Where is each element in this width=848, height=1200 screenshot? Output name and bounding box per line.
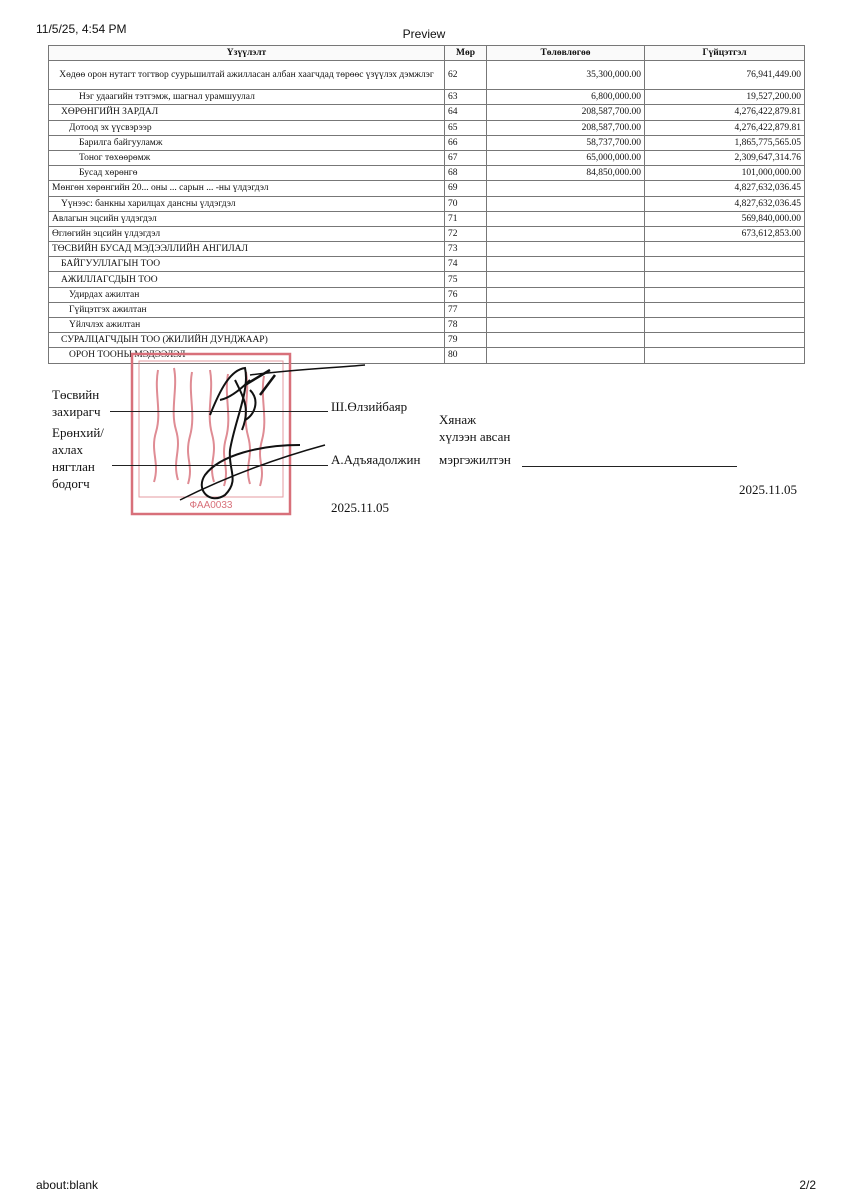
row-label: Өглөгийн эцсийн үлдэгдэл <box>49 226 445 241</box>
row-actual: 2,309,647,314.76 <box>645 150 805 165</box>
row-number: 76 <box>445 287 487 302</box>
stamp-code: ФАА0033 <box>189 500 233 511</box>
row-label: Дотоод эх үүсвэрээр <box>49 120 445 135</box>
row-number: 75 <box>445 272 487 287</box>
accountant-label-line2: ахлах <box>52 442 84 457</box>
row-number: 69 <box>445 181 487 196</box>
table-row <box>49 272 805 287</box>
row-actual: 4,827,632,036.45 <box>645 181 805 196</box>
reviewer-label-line3: мэргэжилтэн <box>439 452 511 467</box>
table-row <box>49 242 805 257</box>
row-number: 73 <box>445 242 487 257</box>
table-row <box>49 333 805 348</box>
accountant-signature-line <box>112 465 328 466</box>
print-footer-page: 2/2 <box>799 1178 816 1192</box>
row-plan: 84,850,000.00 <box>487 166 645 181</box>
row-plan <box>487 257 645 272</box>
table-row <box>49 150 805 165</box>
signing-date-left: 2025.11.05 <box>331 500 390 515</box>
row-number: 63 <box>445 90 487 105</box>
row-label: Мөнгөн хөрөнгийн 20... оны ... сарын ... -ны үлдэгдэл <box>49 181 445 196</box>
reviewer-label-line1: Хянаж <box>439 412 477 427</box>
table-row <box>49 105 805 120</box>
row-label: Гүйцэтгэх ажилтан <box>49 302 445 317</box>
row-label: БАЙГУУЛЛАГЫН ТОО <box>49 257 445 272</box>
table-row <box>49 196 805 211</box>
row-number: 64 <box>445 105 487 120</box>
row-actual <box>645 333 805 348</box>
row-label: Бусад хөрөнгө <box>49 166 445 181</box>
table-row <box>49 318 805 333</box>
row-plan <box>487 181 645 196</box>
row-actual <box>645 242 805 257</box>
row-number: 68 <box>445 166 487 181</box>
row-plan: 208,587,700.00 <box>487 120 645 135</box>
row-actual: 4,276,422,879.81 <box>645 105 805 120</box>
table-row <box>49 257 805 272</box>
row-label: Хөдөө орон нутагт тогтвор суурьшилтай ажилласан албан хаагчдад төрөөс үзүүлэх дэмжлэг <box>49 61 445 90</box>
row-number: 65 <box>445 120 487 135</box>
table-row <box>49 135 805 150</box>
column-header-plan: Төлөвлөгөө <box>487 46 645 61</box>
row-actual: 673,612,853.00 <box>645 226 805 241</box>
column-header-indicator: Үзүүлэлт <box>49 46 445 61</box>
accountant-name: А.Адъяадолжин <box>331 452 421 467</box>
accountant-label-line4: бодогч <box>52 476 90 491</box>
print-datetime: 11/5/25, 4:54 PM <box>36 22 127 36</box>
row-actual <box>645 318 805 333</box>
row-plan: 208,587,700.00 <box>487 105 645 120</box>
column-header-actual: Гүйцэтгэл <box>645 46 805 61</box>
row-label: АЖИЛЛАГСДЫН ТОО <box>49 272 445 287</box>
row-label: Удирдах ажилтан <box>49 287 445 302</box>
row-number: 70 <box>445 196 487 211</box>
row-label: Нэг удаагийн тэтгэмж, шагнал урамшуулал <box>49 90 445 105</box>
row-plan <box>487 287 645 302</box>
accountant-label-line3: нягтлан <box>52 459 95 474</box>
row-number: 74 <box>445 257 487 272</box>
row-actual <box>645 287 805 302</box>
row-label: ТӨСВИЙН БУСАД МЭДЭЭЛЛИЙН АНГИЛАЛ <box>49 242 445 257</box>
table-row <box>49 287 805 302</box>
row-plan <box>487 302 645 317</box>
table-row <box>49 181 805 196</box>
row-plan <box>487 272 645 287</box>
row-plan <box>487 196 645 211</box>
print-title: Preview <box>402 27 446 41</box>
row-actual: 4,827,632,036.45 <box>645 196 805 211</box>
row-label: Үйлчлэх ажилтан <box>49 318 445 333</box>
row-number: 62 <box>445 61 487 90</box>
row-label: Авлагын эцсийн үлдэгдэл <box>49 211 445 226</box>
table-row <box>49 226 805 241</box>
row-plan <box>487 242 645 257</box>
row-number: 67 <box>445 150 487 165</box>
row-plan: 35,300,000.00 <box>487 61 645 90</box>
table-row <box>49 211 805 226</box>
report-table <box>48 45 805 364</box>
reviewer-signature-line <box>522 466 737 467</box>
row-label: ОРОН ТООНЫ МЭДЭЭЛЭЛ <box>49 348 445 363</box>
row-actual: 1,865,775,565.05 <box>645 135 805 150</box>
table-row <box>49 61 805 90</box>
table-row <box>49 120 805 135</box>
row-plan <box>487 333 645 348</box>
row-actual: 569,840,000.00 <box>645 211 805 226</box>
row-plan <box>487 211 645 226</box>
row-plan <box>487 318 645 333</box>
row-plan <box>487 348 645 363</box>
handwritten-signatures <box>150 360 380 510</box>
director-label-line2: захирагч <box>52 404 101 419</box>
row-label: Тоног төхөөрөмж <box>49 150 445 165</box>
row-actual: 19,527,200.00 <box>645 90 805 105</box>
row-plan <box>487 226 645 241</box>
row-actual <box>645 272 805 287</box>
row-actual <box>645 348 805 363</box>
row-label: Үүнээс: банкны харилцах дансны үлдэгдэл <box>49 196 445 211</box>
row-actual: 101,000,000.00 <box>645 166 805 181</box>
row-actual <box>645 302 805 317</box>
director-signature-line <box>110 411 328 412</box>
table-row <box>49 166 805 181</box>
row-number: 66 <box>445 135 487 150</box>
column-header-row-number: Мөр <box>445 46 487 61</box>
row-label: СУРАЛЦАГЧДЫН ТОО (ЖИЛИЙН ДУНДЖААР) <box>49 333 445 348</box>
row-plan: 65,000,000.00 <box>487 150 645 165</box>
row-label: Барилга байгууламж <box>49 135 445 150</box>
table-row <box>49 90 805 105</box>
accountant-label-line1: Ерөнхий/ <box>52 425 104 440</box>
row-number: 71 <box>445 211 487 226</box>
table-header-row <box>49 46 805 61</box>
row-plan: 6,800,000.00 <box>487 90 645 105</box>
row-number: 77 <box>445 302 487 317</box>
director-label-line1: Төсвийн <box>52 387 100 402</box>
row-number: 72 <box>445 226 487 241</box>
row-number: 78 <box>445 318 487 333</box>
table-row <box>49 302 805 317</box>
row-actual: 76,941,449.00 <box>645 61 805 90</box>
row-actual <box>645 257 805 272</box>
row-actual: 4,276,422,879.81 <box>645 120 805 135</box>
row-number: 79 <box>445 333 487 348</box>
row-plan: 58,737,700.00 <box>487 135 645 150</box>
signing-date-right: 2025.11.05 <box>739 482 798 497</box>
reviewer-label-line2: хүлээн авсан <box>439 429 511 444</box>
print-footer-url: about:blank <box>36 1178 99 1192</box>
director-name: Ш.Өлзийбаяр <box>331 399 408 414</box>
row-label: ХӨРӨНГИЙН ЗАРДАЛ <box>49 105 445 120</box>
row-number: 80 <box>445 348 487 363</box>
